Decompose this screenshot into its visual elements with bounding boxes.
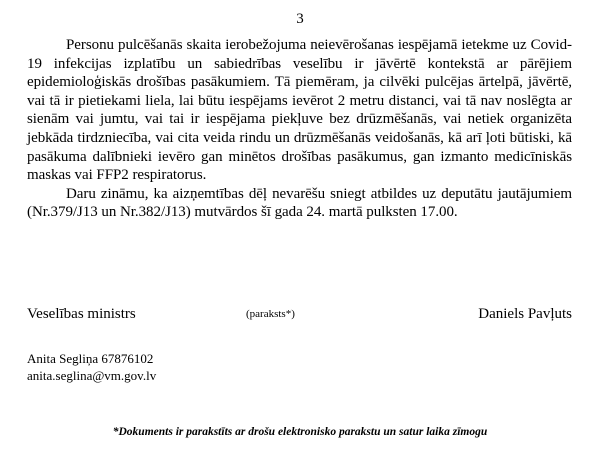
contact-email: anita.seglina@vm.gov.lv: [27, 368, 157, 383]
contact-name-phone: Anita Segliņa 67876102: [27, 351, 154, 366]
contact-info: [27, 350, 156, 384]
letter-body: [27, 36, 572, 222]
signer-name: Daniels Pavļuts: [478, 306, 572, 322]
signature-footnote: *Dokuments ir parakstīts ar drošu elektronisko parakstu un satur laika zīmogu: [112, 426, 488, 438]
signature-block: [27, 305, 572, 325]
paragraph-epidemiological-context: Personu pulcēšanās skaita ierobežojuma neievērošanas iespējamā ietekme uz Covid-19 infekcijas izplatību un sabiedrības veselību ir jāvērtē kontekstā ar pārējiem epidemioloģiskās drošības pasākumiem. Tā piemēram, ja cilvēki pulcējas ārtelpā, jāvērtē, vai tā ir pietiekami liela, lai būtu iespējams ievērot 2 metru distanci, vai tā nav noslēgta ar sienām vai jumtu, vai tai ir iespējama piekļuve bez drūzmēšanās, vai netiek organizēta jebkāda tirdzniecība, vai cita veida rindu un drūzmēšanās veidošanās, kā arī ļoti būtiski, kā pasākuma dalībnieki ievēro gan minētos drošības pasākumus, gan izmanto medicīniskās maskas vai FFP2 respiratorus.: [27, 37, 572, 184]
signature-placeholder: (paraksts*): [246, 308, 295, 320]
paragraph-oral-answer-notice: Daru zināmu, ka aizņemtības dēļ nevarēšu sniegt atbildes uz deputātu jautājumiem (Nr.379/J13 un Nr.382/J13) mutvārdos šī gada 24. martā pulksten 17.00.: [27, 185, 572, 221]
page-number: 3: [296, 11, 304, 27]
signer-title: Veselības ministrs: [27, 306, 136, 322]
